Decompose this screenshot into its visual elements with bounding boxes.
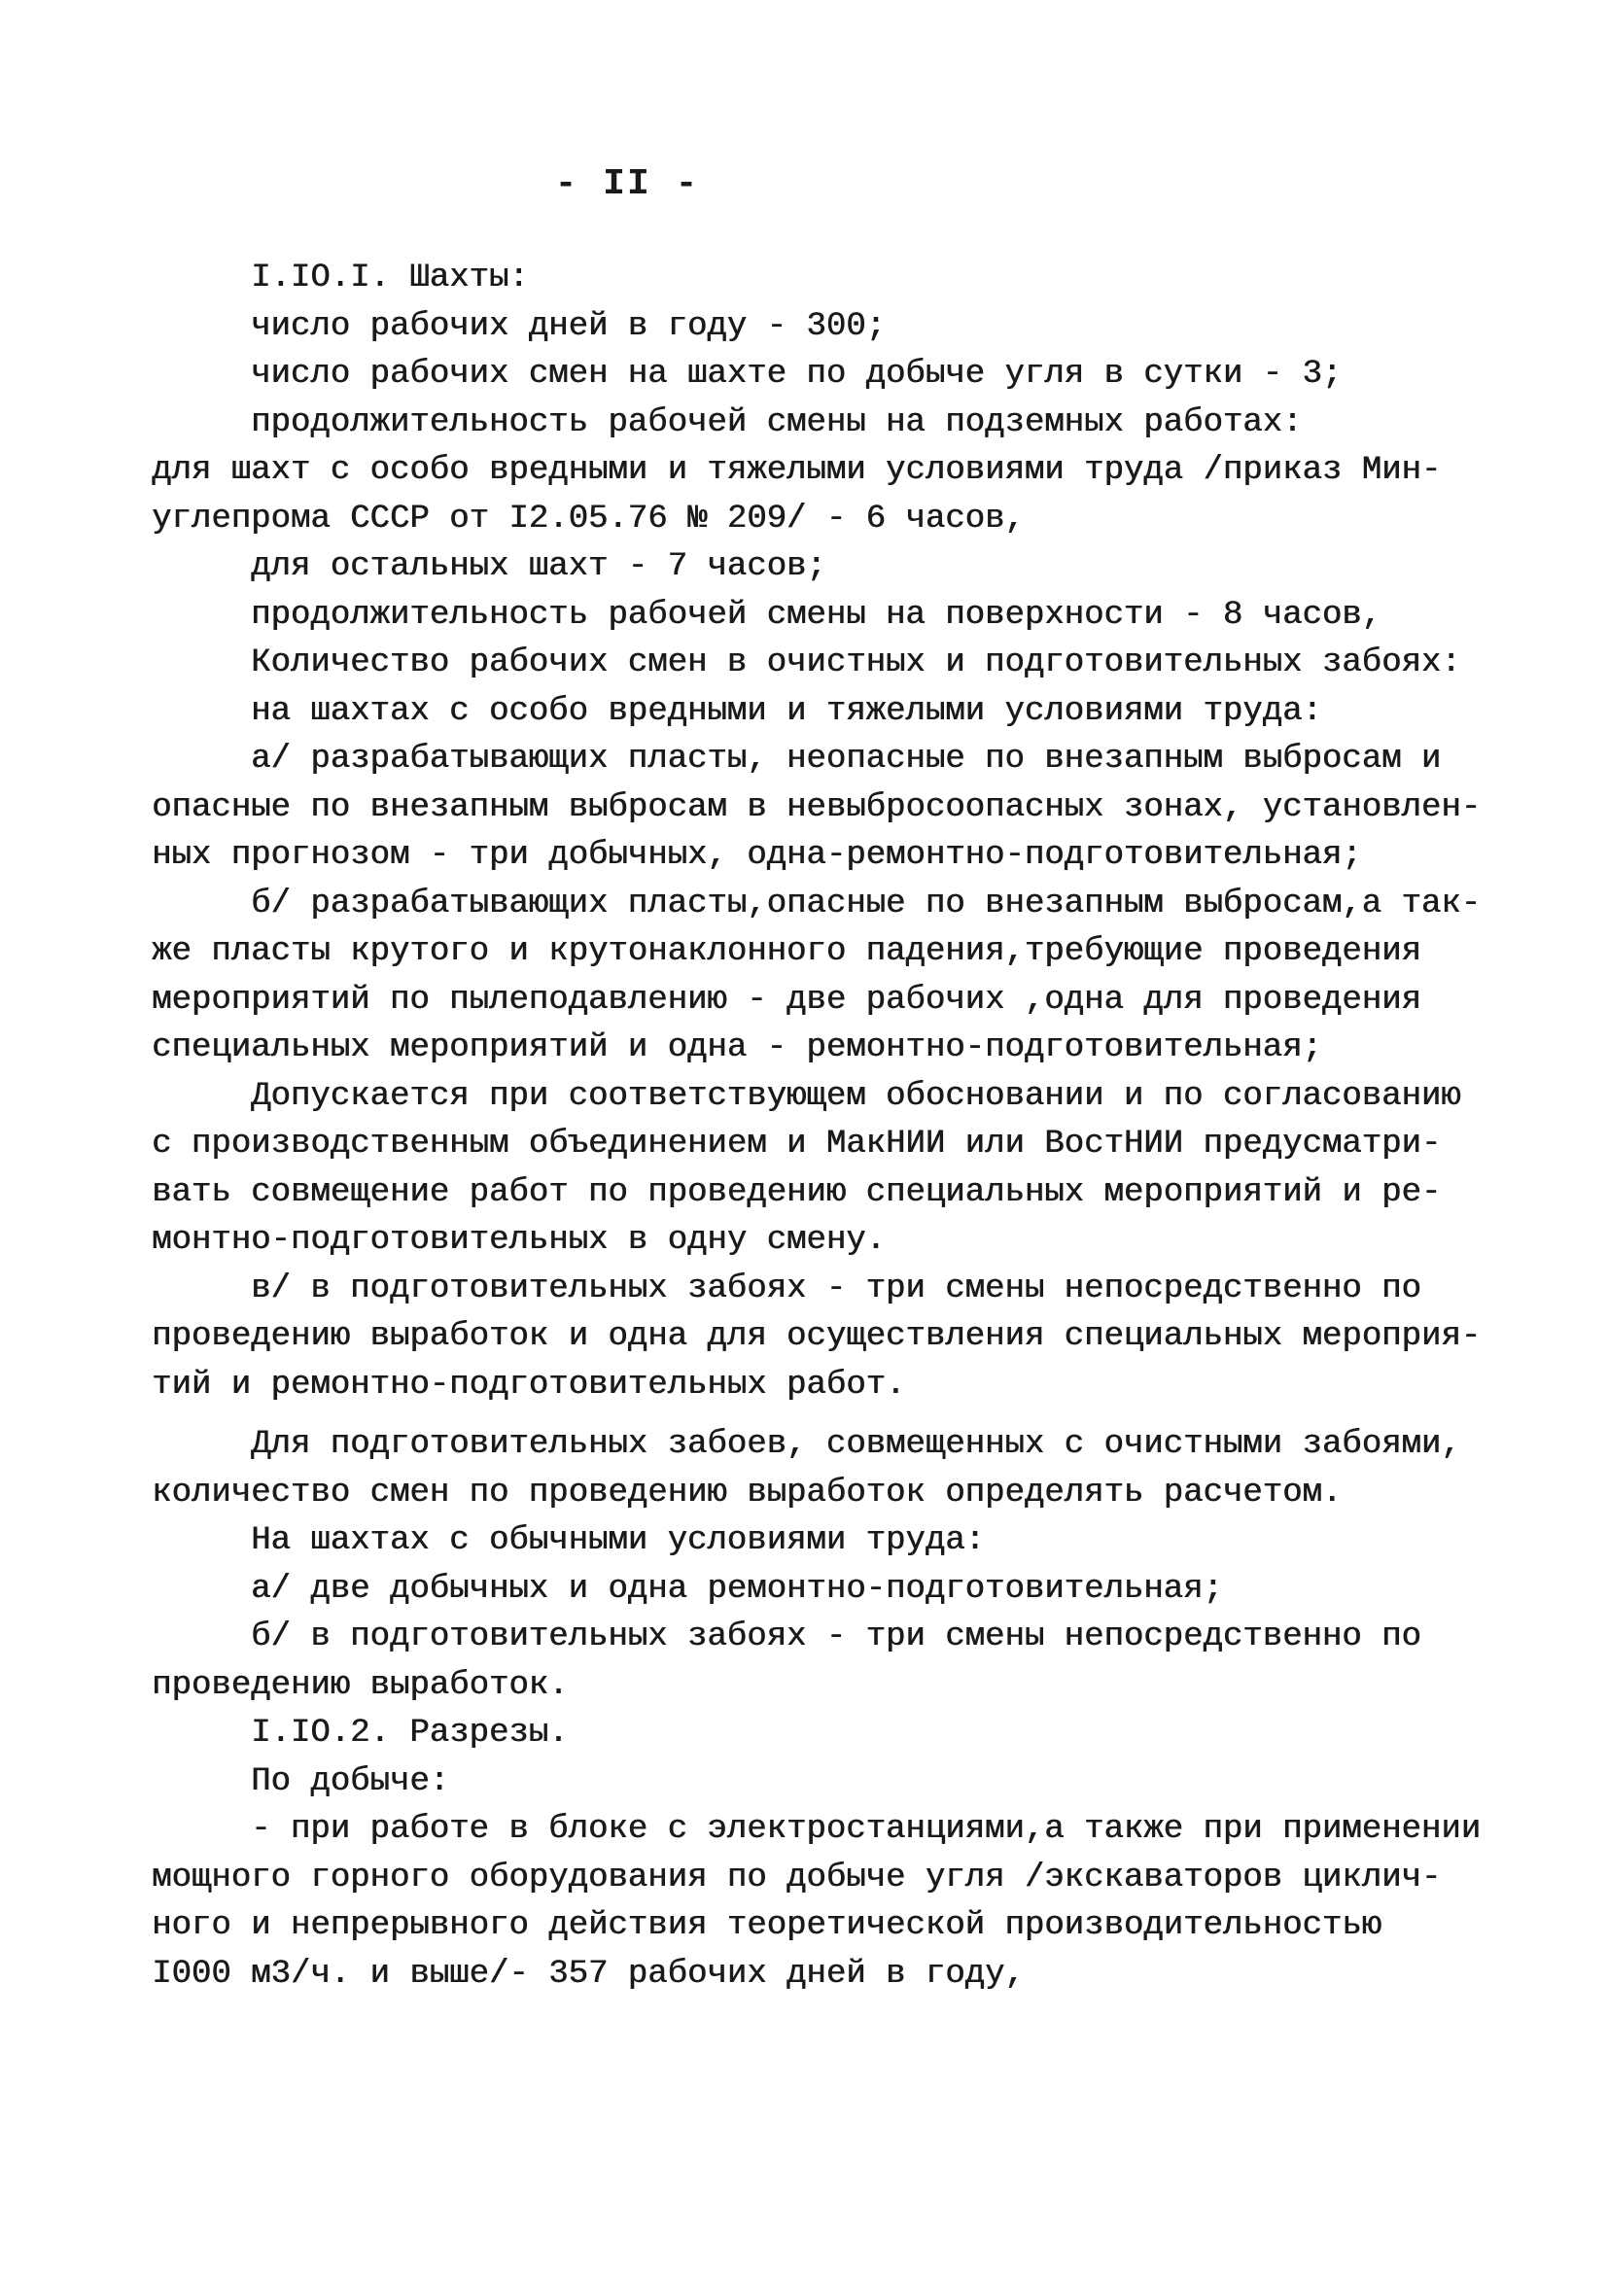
text-line: б/ в подготовительных забоях - три смены непосредственно по [251, 1618, 1421, 1655]
text-line: I.IO.I. Шахты: [251, 260, 529, 296]
text-line: I000 м3/ч. и выше/- 357 рабочих дней в году, [152, 1955, 1025, 1993]
text-line: в/ в подготовительных забоях - три смены непосредственно по [251, 1270, 1421, 1307]
text-line: ных прогнозом - три добычных, одна-ремонтно-подготовительная; [152, 837, 1362, 874]
text-line: а/ разрабатывающих пласты, неопасные по внезапным выбросам и [251, 741, 1442, 778]
text-line: мощного горного оборудования по добыче угля /экскаваторов циклич- [152, 1859, 1442, 1896]
text-line: Допускается при соответствующем обосновании и по согласованию [251, 1077, 1461, 1115]
text-line: углепрома СССР от I2.05.76 № 209/ - 6 часов, [152, 500, 1025, 538]
text-line: продолжительность рабочей смены на подземных работах: [251, 403, 1303, 441]
text-line: опасные по внезапным выбросам в невыбросоопасных зонах, установлен- [152, 788, 1482, 826]
text-line: I.IO.2. Разрезы. [251, 1715, 569, 1752]
text-line: мероприятий по пылеподавлению - две рабочих ,одна для проведения [152, 981, 1421, 1019]
text-line: же пласты крутого и крутонаклонного падения,требующие проведения [152, 933, 1421, 970]
text-line: для остальных шахт - 7 часов; [251, 548, 826, 585]
text-line: вать совмещение работ по проведению специальных мероприятий и ре- [152, 1173, 1442, 1211]
text-line: монтно-подготовительных в одну смену. [152, 1222, 886, 1259]
text-line: ного и непрерывного действия теоретической производительностью [152, 1907, 1382, 1944]
text-line: - при работе в блоке с электростанциями,а также при применении [251, 1811, 1482, 1848]
text-line: для шахт с особо вредными и тяжелыми условиями труда /приказ Мин- [152, 452, 1442, 489]
text-line: По добыче: [251, 1762, 450, 1800]
text-line: Для подготовительных забоев, совмещенных с очистными забоями, [251, 1426, 1461, 1463]
text-line: на шахтах с особо вредными и тяжелыми условиями труда: [251, 692, 1322, 730]
text-line: На шахтах с обычными условиями труда: [251, 1522, 985, 1559]
text-line: б/ разрабатывающих пласты,опасные по внезапным выбросам,а так- [251, 885, 1482, 922]
text-line: тий и ремонтно-подготовительных работ. [152, 1366, 906, 1404]
text-line: число рабочих смен на шахте по добыче угля в сутки - 3; [251, 356, 1343, 393]
text-line: проведению выработок и одна для осуществления специальных мероприя- [152, 1318, 1482, 1355]
text-line: число рабочих дней в году - 300; [251, 307, 886, 345]
text-line: специальных мероприятий и одна - ремонтно-подготовительная; [152, 1029, 1322, 1066]
text-line: с производственным объединением и МакНИИ или ВостНИИ предусматри- [152, 1126, 1442, 1163]
text-line: проведению выработок. [152, 1666, 569, 1704]
page-number: - II - [554, 163, 700, 205]
text-line: количество смен по проведению выработок определять расчетом. [152, 1474, 1343, 1512]
document-body [152, 255, 1484, 1999]
text-line: а/ две добычных и одна ремонтно-подготовительная; [251, 1570, 1223, 1608]
text-line: продолжительность рабочей смены на поверхности - 8 часов, [251, 596, 1381, 634]
text-line: Количество рабочих смен в очистных и подготовительных забоях: [251, 644, 1461, 681]
